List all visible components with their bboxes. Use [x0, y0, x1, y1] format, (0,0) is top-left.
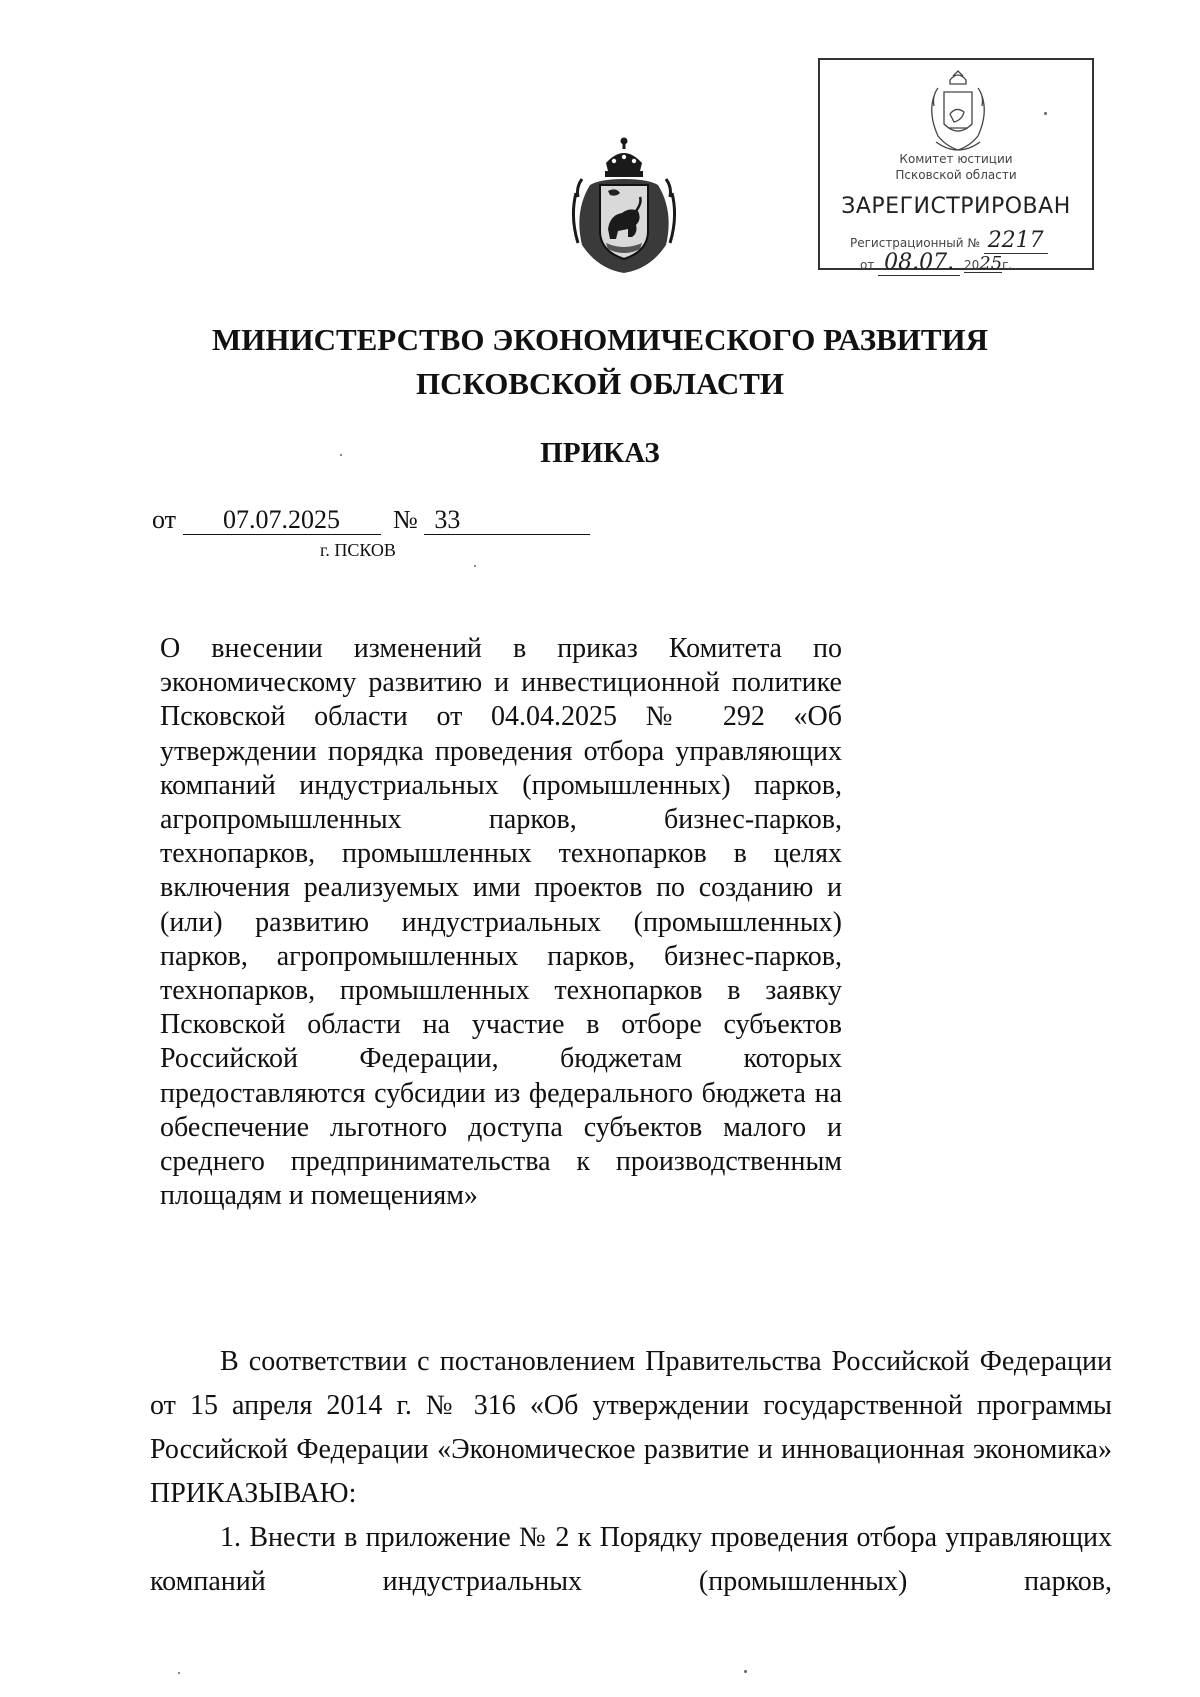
order-date: 07.07.2025: [183, 506, 381, 535]
number-sign: №: [393, 505, 418, 534]
order-body: [150, 1340, 1112, 1604]
stamp-year-suffix: г.: [1002, 258, 1013, 272]
coat-of-arms-icon: [568, 133, 680, 275]
ministry-name-line2: ПСКОВСКОЙ ОБЛАСТИ: [415, 366, 785, 401]
ministry-name: [0, 318, 1200, 406]
stamp-org-line1: Комитет юстиции: [899, 152, 1013, 166]
stamp-date-prefix: от: [860, 258, 875, 272]
body-paragraph-item-1: 1. Внести в приложение № 2 к Порядку проведения отбора управляющих компаний индустриальных (промышленных) парков,: [150, 1522, 1112, 1597]
stamp-year-prefix: 20: [963, 258, 980, 272]
stamp-year: [963, 253, 1003, 274]
order-number: 33: [424, 506, 590, 535]
document-type: ПРИКАЗ: [540, 437, 660, 469]
stamp-status: ЗАРЕГИСТРИРОВАН: [841, 194, 1071, 219]
stamp-org-line2: Псковской области: [895, 168, 1017, 182]
registration-stamp: [818, 58, 1094, 275]
stamp-reg-number: 2217: [984, 228, 1048, 254]
stamp-date-line: [860, 250, 1012, 275]
order-subject: О внесении изменений в приказ Комитета по экономическому развитию и инвестиционной политике Псковской области от 04.04.2025 № 292 «Об утверждении порядка проведения отбора управляющих компаний индустриальных (промышленных) парков, агропромышленных парков, бизнес-парков, технопарков, промышленных технопарков в целях включения реализуемых ими проектов по созданию и (или) развитию индустриальных (промышленных) парков, агропромышленных парков, бизнес-парков, технопарков, промышленных технопарков в заявку Псковской области на участие в отборе субъектов Российской Федерации, бюджетам которых предоставляются субсидии из федерального бюджета на обеспечение льготного доступа субъектов малого и среднего предпринимательства к производственным площадям и помещениям»: [160, 633, 842, 1212]
stamp-year-handwritten: 25: [979, 253, 1003, 274]
date-prefix: от: [152, 505, 177, 534]
order-date-number: [152, 505, 590, 535]
order-city: г. ПСКОВ: [320, 540, 396, 560]
coat-of-arms-small-icon: [922, 66, 994, 156]
ministry-name-line1: МИНИСТЕРСТВО ЭКОНОМИЧЕСКОГО РАЗВИТИЯ: [211, 322, 989, 357]
body-paragraph: В соответствии с постановлением Правительства Российской Федерации от 15 апреля 2014 г. № 316 «Об утверждении государственной программы Российской Федерации «Экономическое развитие и инновационная экономика» ПРИКАЗЫВАЮ:: [150, 1346, 1112, 1509]
stamp-reg-label: Регистрационный №: [850, 236, 980, 250]
stamp-date-value: 08.07.: [878, 250, 960, 276]
